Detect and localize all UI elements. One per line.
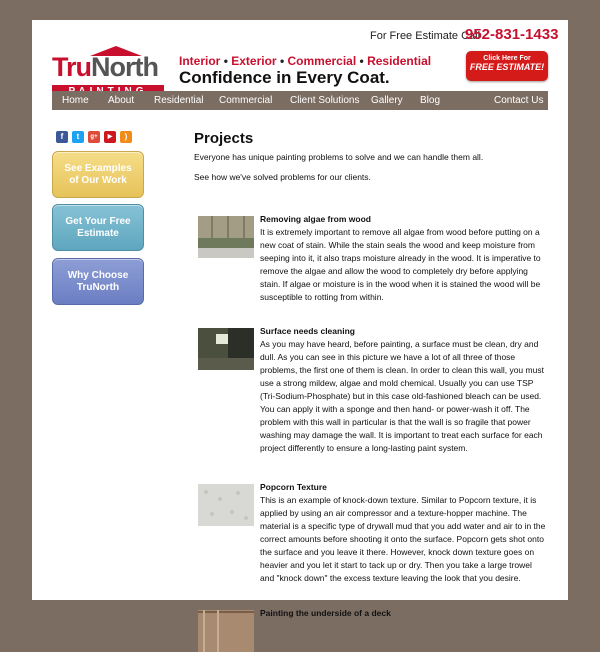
free-estimate-label: Get Your Free Estimate bbox=[65, 215, 131, 239]
phone-number[interactable]: 952-831-1433 bbox=[465, 26, 559, 43]
project-thumbnail-popcorn-texture[interactable] bbox=[198, 484, 254, 526]
project-thumbnail-algae-wood[interactable] bbox=[198, 216, 254, 258]
googleplus-icon[interactable]: g+ bbox=[88, 131, 100, 143]
project-title: Painting the underside of a deck bbox=[260, 608, 391, 618]
project-description: This is an example of knock-down texture. Similar to Popcorn texture, it is applied by using an air compressor and a texture-hopper machine. The material is a specific type of drywall mud that you add water and air to in the correct amounts before shooting it onto the surface. Popcorn gets shot onto the surface and you leave it there. However, knock down texture goes on heavier and you let it start to tack up or dry. Then you take a large trowel and "knock down" the excess texture leaving the look that you desire. bbox=[260, 495, 546, 583]
page-title: Projects bbox=[194, 130, 254, 147]
service-exterior: Exterior bbox=[231, 54, 277, 68]
nav-gallery[interactable]: Gallery bbox=[371, 95, 403, 106]
page-container bbox=[32, 20, 568, 618]
project-description: As you may have heard, before painting, a surface must be clean, dry and dull. As you can see in this picture we have a lot of all three of those problems, the first one of them is clean. In order to clean this wall, you must use a strong mildew, algae and mold chemical. Usually you can use TSP (Tri-Sodium-Phosphate) but in this case old-fashioned bleach can be used. You can apply it with a sponge and then hand- or power-wash it off. The problem with this wall in particular is that the wall is so fragile that power washing may damage the wall. It is important to treat each surface for each project differently to ensure a long-lasting paint system. bbox=[260, 339, 544, 453]
social-links bbox=[56, 131, 132, 143]
main-content bbox=[194, 130, 546, 618]
service-interior: Interior bbox=[179, 54, 221, 68]
see-examples-button[interactable] bbox=[52, 151, 144, 198]
twitter-icon[interactable]: t bbox=[72, 131, 84, 143]
project-thumbnail-surface-cleaning[interactable] bbox=[198, 328, 254, 370]
cta-top-text: Click Here For bbox=[483, 55, 531, 62]
why-choose-button[interactable] bbox=[52, 258, 144, 305]
estimate-label: For Free Estimate Call bbox=[370, 30, 481, 42]
project-title: Popcorn Texture bbox=[260, 482, 327, 492]
free-estimate-side-button[interactable] bbox=[52, 204, 144, 251]
main-tagline: Confidence in Every Coat. bbox=[179, 68, 390, 87]
project-title: Removing algae from wood bbox=[260, 214, 371, 224]
nav-residential[interactable]: Residential bbox=[154, 95, 204, 106]
bullet-separator: • bbox=[359, 54, 364, 68]
youtube-icon[interactable]: ▶ bbox=[104, 131, 116, 143]
why-choose-label: Why Choose TruNorth bbox=[67, 269, 129, 293]
facebook-icon[interactable]: f bbox=[56, 131, 68, 143]
service-residential: Residential bbox=[367, 54, 432, 68]
rss-icon[interactable]: ) bbox=[120, 131, 132, 143]
main-nav bbox=[52, 91, 548, 110]
intro-text: Everyone has unique painting problems to solve and we can handle them all. bbox=[194, 152, 484, 162]
intro-text-2: See how we've solved problems for our clients. bbox=[194, 172, 371, 182]
nav-home[interactable]: Home bbox=[62, 95, 89, 106]
logo-tru-text: Tru bbox=[52, 52, 92, 82]
nav-commercial[interactable]: Commercial bbox=[219, 95, 273, 106]
nav-contact-us[interactable]: Contact Us bbox=[494, 95, 544, 106]
logo-wordmark bbox=[52, 52, 158, 83]
bullet-separator: • bbox=[223, 54, 228, 68]
bullet-separator: • bbox=[279, 54, 285, 68]
see-examples-label: See Examples of Our Work bbox=[64, 162, 132, 186]
project-thumbnail-deck-underside[interactable] bbox=[198, 610, 254, 652]
project-title: Surface needs cleaning bbox=[260, 326, 355, 336]
nav-about[interactable]: About bbox=[108, 95, 135, 106]
nav-blog[interactable]: Blog bbox=[420, 95, 441, 106]
free-estimate-button[interactable] bbox=[466, 51, 548, 81]
logo-north-text: North bbox=[91, 52, 158, 82]
project-description: It is extremely important to remove all algae from wood before putting on a new coat of stain. While the stain seals the wood and keep moisture from seeping into it, it also traps moisture already in the wood. It is imperative to remove the algae and allow the wood to completely dry before applying stain. If algae or moisture is in the wood when it is stained the wood will be susceptible to rotting from within. bbox=[260, 227, 541, 302]
service-commercial: Commercial bbox=[287, 54, 357, 68]
nav-client-solutions[interactable]: Client Solutions bbox=[290, 95, 360, 106]
services-tagline bbox=[179, 54, 431, 68]
cta-bottom-text: FREE ESTIMATE! bbox=[469, 62, 545, 72]
